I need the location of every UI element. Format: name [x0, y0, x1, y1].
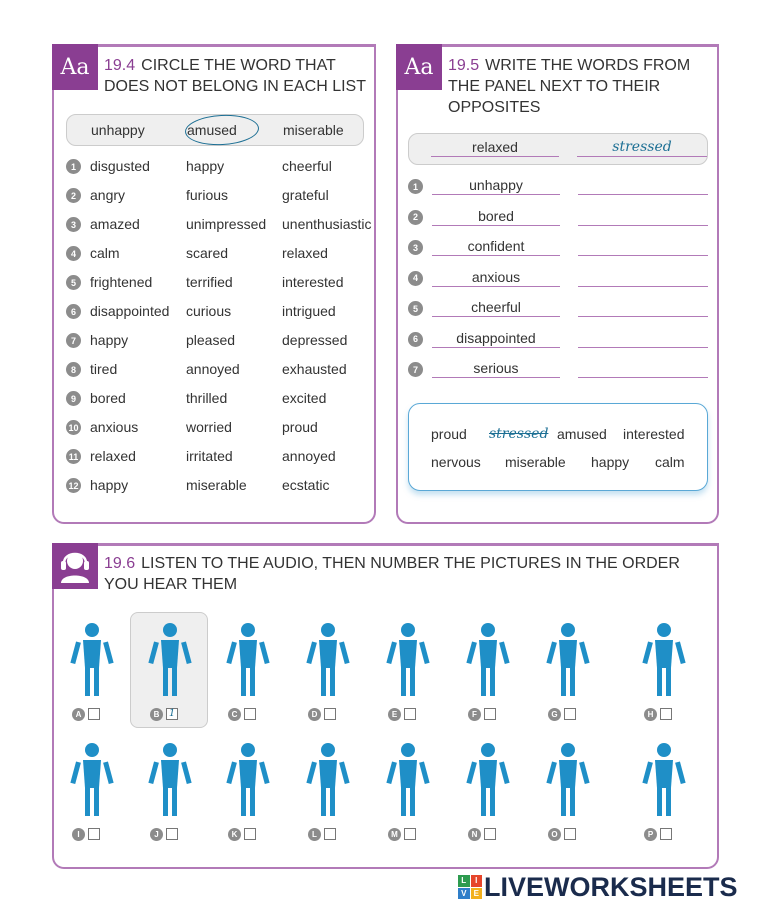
word-option[interactable]: thrilled	[186, 390, 228, 406]
given-word: disappointed	[432, 330, 560, 348]
given-word: confident	[432, 238, 560, 256]
picture-item	[62, 736, 122, 846]
picture-item	[62, 616, 122, 726]
opposite-row	[398, 299, 718, 321]
word-option[interactable]: miserable	[186, 477, 247, 493]
person-figure-icon	[458, 616, 518, 702]
given-word: serious	[432, 360, 560, 378]
opposite-row	[398, 269, 718, 291]
order-answer-box[interactable]	[564, 708, 576, 720]
order-answer-box[interactable]	[564, 828, 576, 840]
picture-item	[458, 616, 518, 726]
order-answer-box[interactable]	[404, 828, 416, 840]
word-option[interactable]: irritated	[186, 448, 233, 464]
picture-letter-badge: C	[228, 708, 241, 721]
example-row	[408, 133, 708, 165]
title-line-1: CIRCLE THE WORD THAT	[141, 57, 336, 74]
example-word: miserable	[283, 122, 344, 138]
order-answer-box[interactable]	[244, 708, 256, 720]
person-figure-icon	[538, 616, 598, 702]
picture-item	[218, 616, 278, 726]
person-figure-icon	[298, 616, 358, 702]
word-option[interactable]: amazed	[90, 216, 140, 232]
exercise-title	[104, 55, 366, 97]
word-option[interactable]: disappointed	[90, 303, 170, 319]
word-option[interactable]: relaxed	[90, 448, 136, 464]
picture-item	[538, 616, 598, 726]
row-number-badge: 3	[66, 217, 81, 232]
row-number-badge: 2	[66, 188, 81, 203]
order-answer-box[interactable]	[88, 708, 100, 720]
word-option[interactable]: curious	[186, 303, 232, 319]
list-row	[54, 272, 374, 294]
row-number-badge: 2	[408, 210, 423, 225]
list-row	[54, 185, 374, 207]
row-number-badge: 3	[408, 240, 423, 255]
word-option[interactable]: worried	[186, 419, 232, 435]
person-figure-icon	[62, 736, 122, 822]
panel-word: amused	[557, 426, 607, 442]
answer-field[interactable]	[578, 347, 708, 348]
opposite-row	[398, 360, 718, 382]
list-row	[54, 243, 374, 265]
row-number-badge: 5	[66, 275, 81, 290]
picture-item	[378, 736, 438, 846]
title-line-2: YOU HEAR THEM	[104, 576, 238, 593]
row-number-badge: 11	[66, 449, 81, 464]
row-number-badge: 6	[66, 304, 81, 319]
exercise-title	[448, 55, 690, 118]
list-row	[54, 359, 374, 381]
order-answer-box[interactable]	[88, 828, 100, 840]
word-option[interactable]: unimpressed	[186, 216, 267, 232]
picture-item	[140, 736, 200, 846]
exercise-number: 19.6	[104, 555, 136, 572]
list-row	[54, 417, 374, 439]
person-figure-icon	[218, 736, 278, 822]
word-option[interactable]: angry	[90, 187, 126, 203]
word-option[interactable]: anxious	[90, 419, 139, 435]
row-number-badge: 1	[66, 159, 81, 174]
person-figure-icon	[634, 616, 694, 702]
list-row	[54, 301, 374, 323]
logo-icon	[458, 875, 482, 899]
word-option[interactable]: ecstatic	[282, 477, 330, 493]
answer-field[interactable]	[578, 316, 708, 317]
example-row	[66, 114, 364, 146]
given-word: cheerful	[432, 299, 560, 317]
row-number-badge: 7	[408, 362, 423, 377]
headphones-icon	[52, 543, 98, 589]
opposite-row	[398, 208, 718, 230]
order-answer-box[interactable]	[166, 828, 178, 840]
picture-item	[298, 736, 358, 846]
answer-field[interactable]	[578, 377, 708, 378]
opposite-row	[398, 238, 718, 260]
word-option[interactable]: scared	[186, 245, 229, 261]
word-option[interactable]: annoyed	[186, 361, 240, 377]
word-option[interactable]: interested	[282, 274, 344, 290]
exercise-19-6-panel	[52, 543, 719, 869]
word-option[interactable]: unenthusiastic	[282, 216, 372, 232]
picture-letter-badge: G	[548, 708, 561, 721]
logo-letter: L	[458, 875, 470, 887]
logo-letter: E	[471, 888, 483, 900]
given-word: anxious	[432, 269, 560, 287]
picture-letter-badge: H	[644, 708, 657, 721]
liveworksheets-logo	[458, 872, 738, 902]
picture-item	[298, 616, 358, 726]
given-word: bored	[432, 208, 560, 226]
word-option[interactable]: calm	[90, 245, 120, 261]
picture-item	[634, 736, 694, 846]
person-figure-icon	[298, 736, 358, 822]
picture-letter-badge: F	[468, 708, 481, 721]
order-answer-box[interactable]	[660, 828, 672, 840]
exercise-19-5-panel	[396, 44, 719, 524]
word-option[interactable]: intrigued	[282, 303, 336, 319]
word-option[interactable]: annoyed	[282, 448, 336, 464]
given-word: unhappy	[432, 177, 560, 195]
panel-word: calm	[655, 454, 685, 470]
word-option[interactable]: proud	[282, 419, 318, 435]
exercise-title	[104, 553, 680, 595]
word-option[interactable]: depressed	[282, 332, 348, 348]
picture-item	[140, 616, 200, 726]
person-figure-icon	[140, 616, 200, 702]
order-answer-box[interactable]	[404, 708, 416, 720]
person-figure-icon	[218, 616, 278, 702]
person-figure-icon	[634, 736, 694, 822]
person-figure-icon	[378, 616, 438, 702]
aa-badge-icon: Aa	[396, 44, 442, 90]
aa-badge-icon: Aa	[52, 44, 98, 90]
person-figure-icon	[538, 736, 598, 822]
order-answer-box[interactable]: 1	[166, 708, 178, 720]
panel-word-used: stressed	[489, 426, 549, 442]
list-row	[54, 330, 374, 352]
row-number-badge: 8	[66, 362, 81, 377]
picture-item	[538, 736, 598, 846]
word-option[interactable]: pleased	[186, 332, 236, 348]
word-option[interactable]: disgusted	[90, 158, 150, 174]
panel-word: proud	[431, 426, 467, 442]
person-figure-icon	[458, 736, 518, 822]
picture-letter-badge: N	[468, 828, 481, 841]
row-number-badge: 4	[408, 271, 423, 286]
list-row	[54, 156, 374, 178]
title-line-3: OPPOSITES	[448, 99, 541, 116]
order-answer-box[interactable]	[244, 828, 256, 840]
answer-field[interactable]	[578, 194, 708, 195]
answer-field[interactable]	[578, 255, 708, 256]
list-row	[54, 475, 374, 497]
panel-word: miserable	[505, 454, 566, 470]
word-option[interactable]: grateful	[282, 187, 329, 203]
picture-item	[378, 616, 438, 726]
picture-letter-badge: L	[308, 828, 321, 841]
picture-letter-badge: A	[72, 708, 85, 721]
person-figure-icon	[140, 736, 200, 822]
picture-item	[634, 616, 694, 726]
panel-word: nervous	[431, 454, 481, 470]
list-row	[54, 446, 374, 468]
row-number-badge: 6	[408, 332, 423, 347]
picture-letter-badge: E	[388, 708, 401, 721]
row-number-badge: 9	[66, 391, 81, 406]
picture-item	[458, 736, 518, 846]
exercise-19-4-panel	[52, 44, 376, 524]
row-number-badge: 1	[408, 179, 423, 194]
title-line-1: LISTEN TO THE AUDIO, THEN NUMBER THE PICTURES IN THE ORDER	[141, 555, 680, 572]
row-number-badge: 12	[66, 478, 81, 493]
word-option[interactable]: tired	[90, 361, 118, 377]
picture-letter-badge: P	[644, 828, 657, 841]
row-number-badge: 5	[408, 301, 423, 316]
picture-letter-badge: J	[150, 828, 163, 841]
picture-letter-badge: D	[308, 708, 321, 721]
row-number-badge: 10	[66, 420, 81, 435]
example-word: relaxed	[431, 139, 559, 157]
panel-word: interested	[623, 426, 685, 442]
logo-letter: V	[458, 888, 470, 900]
word-option[interactable]: terrified	[186, 274, 233, 290]
word-panel	[408, 403, 708, 491]
picture-letter-badge: M	[388, 828, 401, 841]
order-answer-box[interactable]	[660, 708, 672, 720]
opposite-row	[398, 330, 718, 352]
word-option[interactable]: bored	[90, 390, 126, 406]
title-line-2: THE PANEL NEXT TO THEIR	[448, 78, 661, 95]
order-answer-box[interactable]	[324, 828, 336, 840]
example-answer: stressed	[577, 139, 707, 157]
word-option[interactable]: relaxed	[282, 245, 328, 261]
row-number-badge: 7	[66, 333, 81, 348]
word-option[interactable]: excited	[282, 390, 327, 406]
word-option[interactable]: happy	[186, 158, 225, 174]
list-row	[54, 388, 374, 410]
title-line-2: DOES NOT BELONG IN EACH LIST	[104, 78, 366, 95]
word-option[interactable]: happy	[90, 332, 129, 348]
panel-word: happy	[591, 454, 630, 470]
example-word: unhappy	[91, 122, 145, 138]
picture-letter-badge: O	[548, 828, 561, 841]
answer-field[interactable]	[578, 225, 708, 226]
logo-letter: I	[471, 875, 483, 887]
picture-letter-badge: B	[150, 708, 163, 721]
word-option[interactable]: happy	[90, 477, 129, 493]
word-option[interactable]: frightened	[90, 274, 153, 290]
exercise-number: 19.5	[448, 57, 480, 74]
person-figure-icon	[62, 616, 122, 702]
circle-mark	[184, 113, 259, 147]
answer-field[interactable]	[578, 286, 708, 287]
person-figure-icon	[378, 736, 438, 822]
row-number-badge: 4	[66, 246, 81, 261]
title-line-1: WRITE THE WORDS FROM	[485, 57, 691, 74]
picture-item	[218, 736, 278, 846]
list-row	[54, 214, 374, 236]
order-answer-box[interactable]	[484, 708, 496, 720]
picture-letter-badge: K	[228, 828, 241, 841]
picture-letter-badge: I	[72, 828, 85, 841]
exercise-number: 19.4	[104, 57, 136, 74]
word-option[interactable]: cheerful	[282, 158, 332, 174]
brand-name: LIVEWORKSHEETS	[484, 871, 738, 902]
order-answer-box[interactable]	[324, 708, 336, 720]
example-word: amused	[187, 122, 237, 138]
word-option[interactable]: exhausted	[282, 361, 347, 377]
word-option[interactable]: furious	[186, 187, 229, 203]
order-answer-box[interactable]	[484, 828, 496, 840]
opposite-row	[398, 177, 718, 199]
